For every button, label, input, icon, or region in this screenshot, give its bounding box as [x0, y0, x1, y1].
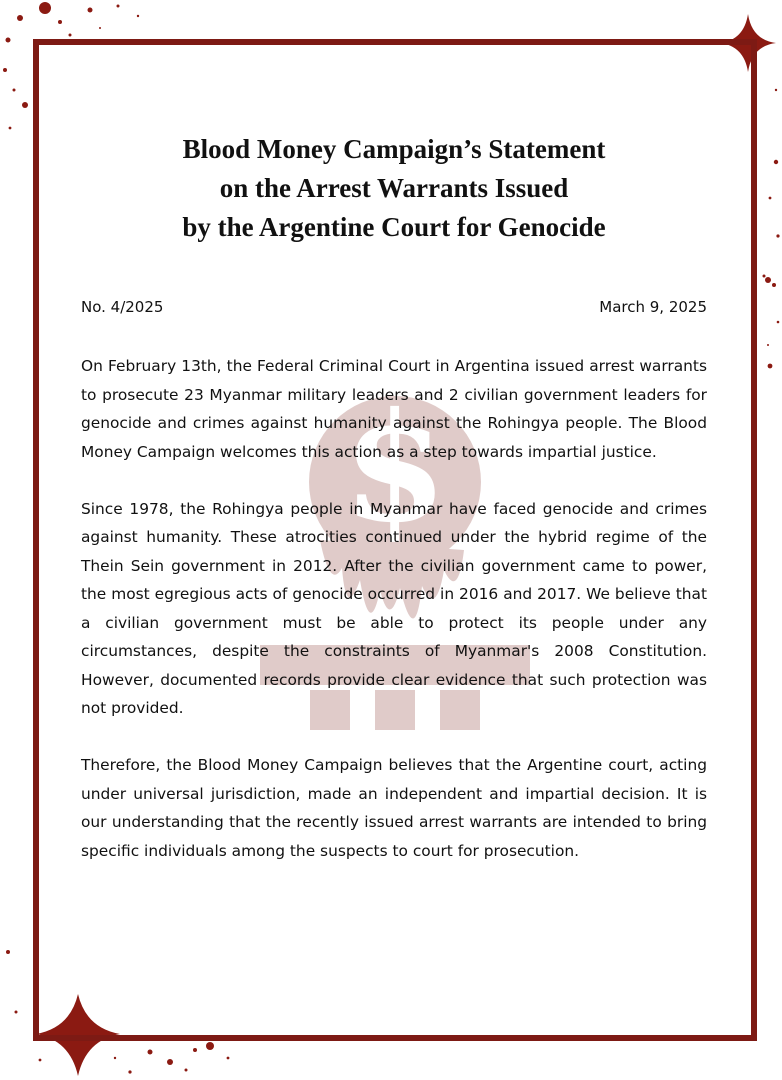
- title-line: by the Argentine Court for Genocide: [182, 212, 606, 242]
- statement-date: March 9, 2025: [599, 298, 707, 316]
- statement-number: No. 4/2025: [81, 298, 164, 316]
- statement-body: [81, 352, 707, 894]
- paragraph: On February 13th, the Federal Criminal Court in Argentina issued arrest warrants to prosecute 23 Myanmar military leaders and 2 civilian government leaders for genocide and crimes against humanity against the Rohingya people. The Blood Money Campaign welcomes this action as a step towards impartial justice.: [81, 357, 707, 461]
- statement-meta: [81, 298, 707, 316]
- title-line: on the Arrest Warrants Issued: [219, 173, 569, 203]
- svg-text:$: $: [342, 390, 448, 556]
- title-line: Blood Money Campaign’s Statement: [182, 134, 606, 164]
- paragraph: Therefore, the Blood Money Campaign believes that the Argentine court, acting under universal jurisdiction, made an independent and impartial decision. It is our understanding that the recently issued arrest warrants are intended to bring specific individuals among the suspects to court for prosecution.: [81, 756, 707, 860]
- statement-title: [60, 130, 728, 247]
- paragraph: Since 1978, the Rohingya people in Myanmar have faced genocide and crimes against humanity. These atrocities continued under the hybrid regime of the Thein Sein government in 2012. After the civilian government came to power, the most egregious acts of genocide occurred in 2016 and 2017. We believe that a civilian government must be able to protect its people under any circumstances, despite the constraints of Myanmar's 2008 Constitution. However, documented records provide clear evidence that such protection was not provided.: [81, 499, 707, 717]
